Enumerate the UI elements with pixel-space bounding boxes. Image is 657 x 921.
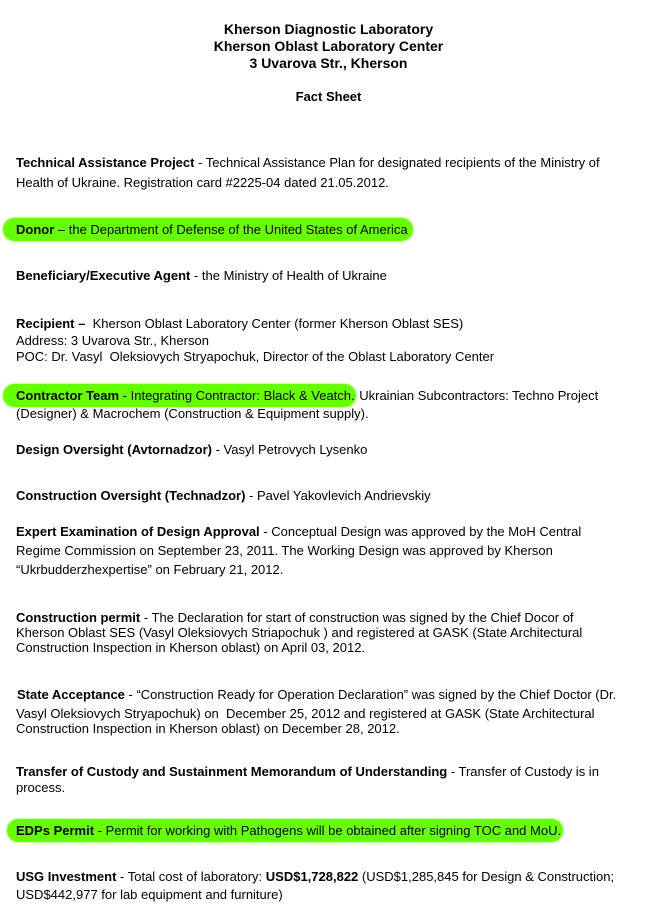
text: - “Construction Ready for Operation Declaration” was signed by the Chief Doctor (Dr. [124, 687, 617, 702]
text: Regime Commission on September 23, 2011. The Working Design was approved by Kherson [16, 543, 553, 558]
text: Kherson Oblast Laboratory Center (former Kherson Oblast SES) [85, 316, 464, 331]
section-contractor [16, 387, 598, 423]
section-construction-permit [16, 609, 582, 657]
text: Kherson Oblast SES (Vasyl Oleksiovych Striapochuk ) and registered at GASK (State Architectural [16, 625, 583, 640]
address: 3 Uvarova Str., Kherson [249, 55, 408, 71]
text: (USD$1,285,845 for Design & Construction; [358, 869, 615, 884]
section-donor [16, 221, 413, 239]
text: (Designer) & Macrochem (Construction & Equipment supply). [16, 406, 369, 421]
text: - Permit for working with Pathogens will be obtained after signing TOC and MoU. [94, 823, 562, 838]
label: Construction permit [16, 610, 141, 625]
section-state-acceptance [17, 686, 616, 738]
text: - Pavel Yakovlevich Andrievskiy [245, 488, 431, 503]
section-expert-examination [16, 523, 581, 579]
document-title: Fact Sheet [295, 89, 362, 104]
label: Design Oversight (Avtornadzor) [16, 442, 212, 457]
text: – the Department of Defense of the United States of America [54, 222, 408, 237]
label: Construction Oversight (Technadzor) [16, 488, 246, 503]
label: Beneficiary/Executive Agent [16, 268, 191, 283]
text: - Integrating Contractor: Black & Veatch. [119, 388, 355, 403]
text: process. [16, 780, 66, 795]
label: Transfer of Custody and Sustainment Memorandum of Understanding [16, 764, 448, 779]
section-beneficiary [16, 267, 387, 285]
total-amount: USD$1,728,822 [265, 869, 359, 884]
text: - Total cost of laboratory: [116, 869, 266, 884]
section-edps-permit [16, 822, 563, 840]
section-design-oversight [16, 441, 367, 459]
label: Expert Examination of Design Approval [16, 524, 260, 539]
text: - The Declaration for start of construction was signed by the Chief Docor of [140, 610, 574, 625]
section-usg-investment [16, 868, 614, 904]
label: Contractor Team [16, 388, 120, 403]
text: - Conceptual Design was approved by the MoH Central [259, 524, 582, 539]
section-transfer-of-custody [16, 763, 599, 797]
label: EDPs Permit [16, 823, 95, 838]
label: State Acceptance [17, 687, 125, 702]
label: Recipient – [16, 316, 86, 331]
section-technical-assistance [16, 154, 600, 192]
text: - the Ministry of Health of Ukraine [190, 268, 387, 283]
label: USG Investment [16, 869, 117, 884]
label: Technical Assistance Project [16, 155, 195, 170]
section-recipient [16, 315, 494, 365]
section-construction-oversight [16, 487, 431, 505]
center-name: Kherson Oblast Laboratory Center [213, 38, 444, 54]
text: Ukrainian Subcontractors: Techno Project [355, 388, 599, 403]
label: Donor [16, 222, 55, 237]
text: USD$442,977 for lab equipment and furniture) [16, 887, 283, 902]
text: - Vasyl Petrovych Lysenko [211, 442, 368, 457]
text: Vasyl Oleksiovych Stryapochuk) on December 25, 2012 and registered at GASK (State Architectural [16, 706, 595, 721]
text: Construction Inspection in Kherson oblast) on December 28, 2012. [16, 721, 400, 736]
text: - Technical Assistance Plan for designated recipients of the Ministry of [194, 155, 600, 170]
text: Address: 3 Uvarova Str., Kherson [16, 333, 209, 348]
text: “Ukrbudderzhexpertise” on February 21, 2012. [16, 562, 284, 577]
text: Construction Inspection in Kherson oblast) on April 03, 2012. [16, 640, 366, 655]
text: - Transfer of Custody is in [447, 764, 599, 779]
lab-name: Kherson Diagnostic Laboratory [223, 21, 434, 37]
text: Health of Ukraine. Registration card #2225-04 dated 21.05.2012. [16, 175, 389, 190]
text: POC: Dr. Vasyl Oleksiovych Stryapochuk, Director of the Oblast Laboratory Center [16, 349, 495, 364]
